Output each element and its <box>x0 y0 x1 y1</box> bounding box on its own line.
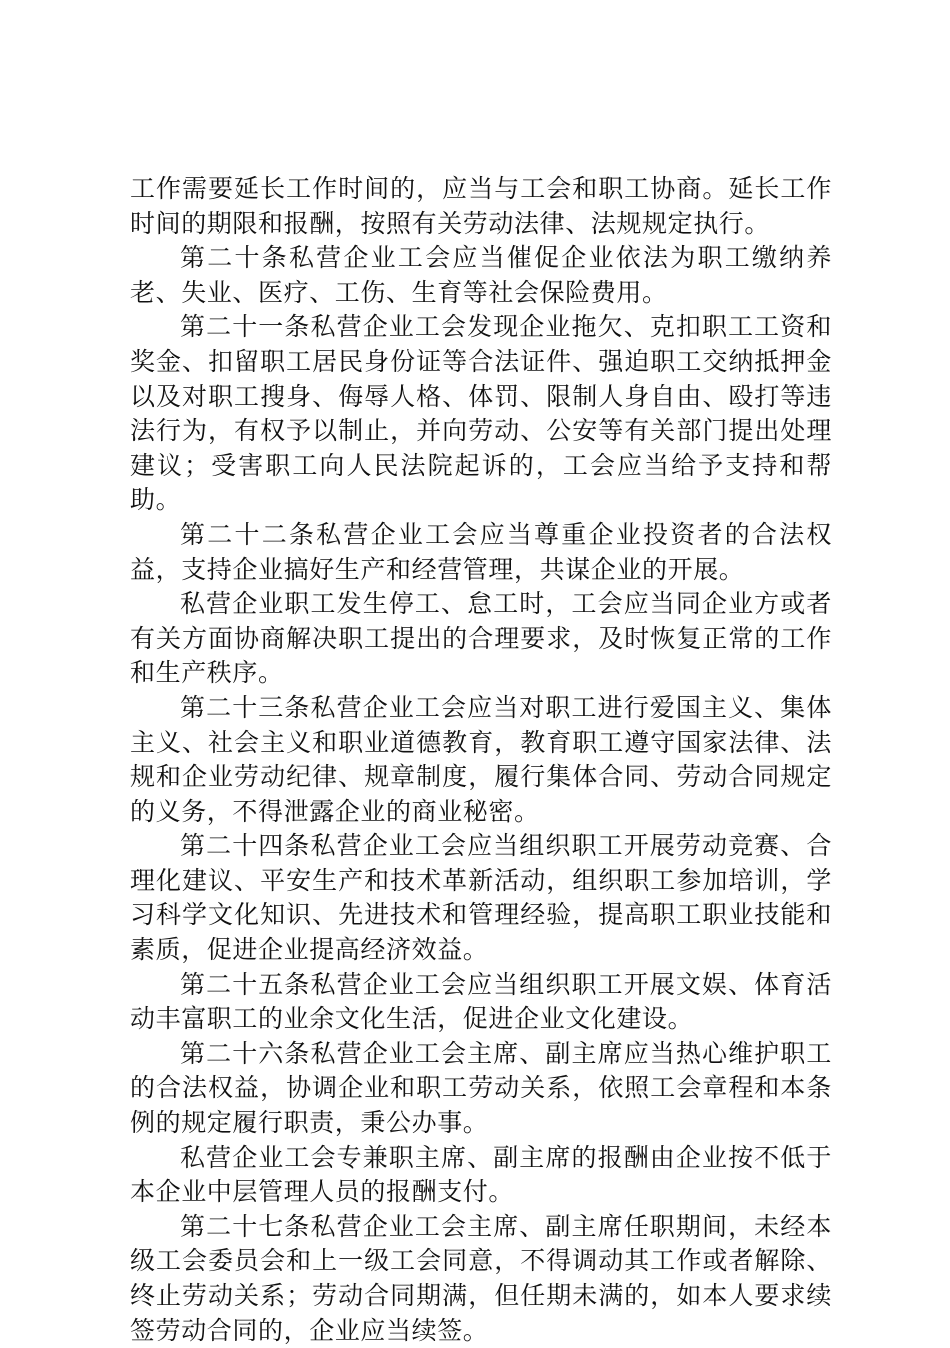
paragraph-article-25: 第二十五条私营企业工会应当组织职工开展文娱、体育活动丰富职工的业余文化生活，促进企业文化建设。 <box>130 969 832 1034</box>
paragraph-article-22-clause-2: 私营企业职工发生停工、怠工时，工会应当同企业方或者有关方面协商解决职工提出的合理要求，及时恢复正常的工作和生产秩序。 <box>130 589 832 688</box>
paragraph-article-27: 第二十七条私营企业工会主席、副主席任职期间，未经本级工会委员会和上一级工会同意，不得调动其工作或者解除、终止劳动关系；劳动合同期满，但任期未满的，如本人要求续签劳动合同的，企业应当续签。 <box>130 1211 832 1345</box>
paragraph-article-22: 第二十二条私营企业工会应当尊重企业投资者的合法权益，支持企业搞好生产和经营管理，共谋企业的开展。 <box>130 519 832 584</box>
paragraph-article-24: 第二十四条私营企业工会应当组织职工开展劳动竞赛、合理化建议、平安生产和技术革新活动，组织职工参加培训，学习科学文化知识、先进技术和管理经验，提高职工职业技能和素质，促进企业提高经济效益。 <box>130 831 832 965</box>
document-body <box>130 172 832 1348</box>
paragraph-article-21: 第二十一条私营企业工会发现企业拖欠、克扣职工工资和奖金、扣留职工居民身份证等合法证件、强迫职工交纳抵押金以及对职工搜身、侮辱人格、体罚、限制人身自由、殴打等违法行为，有权予以制止，并向劳动、公安等有关部门提出处理建议；受害职工向人民法院起诉的，工会应当给予支持和帮助。 <box>130 312 832 515</box>
paragraph-continuation: 工作需要延长工作时间的，应当与工会和职工协商。延长工作时间的期限和报酬，按照有关劳动法律、法规规定执行。 <box>130 174 832 238</box>
paragraph-article-23: 第二十三条私营企业工会应当对职工进行爱国主义、集体主义、社会主义和职业道德教育，教育职工遵守国家法律、法规和企业劳动纪律、规章制度，履行集体合同、劳动合同规定的义务，不得泄露企业的商业秘密。 <box>130 692 832 826</box>
paragraph-article-26: 第二十六条私营企业工会主席、副主席应当热心维护职工的合法权益，协调企业和职工劳动关系，依照工会章程和本条例的规定履行职责，秉公办事。 <box>130 1038 832 1138</box>
paragraph-article-26-clause-2: 私营企业工会专兼职主席、副主席的报酬由企业按不低于本企业中层管理人员的报酬支付。 <box>130 1142 832 1207</box>
paragraph-article-20: 第二十条私营企业工会应当催促企业依法为职工缴纳养老、失业、医疗、工伤、生育等社会保险费用。 <box>130 243 832 307</box>
